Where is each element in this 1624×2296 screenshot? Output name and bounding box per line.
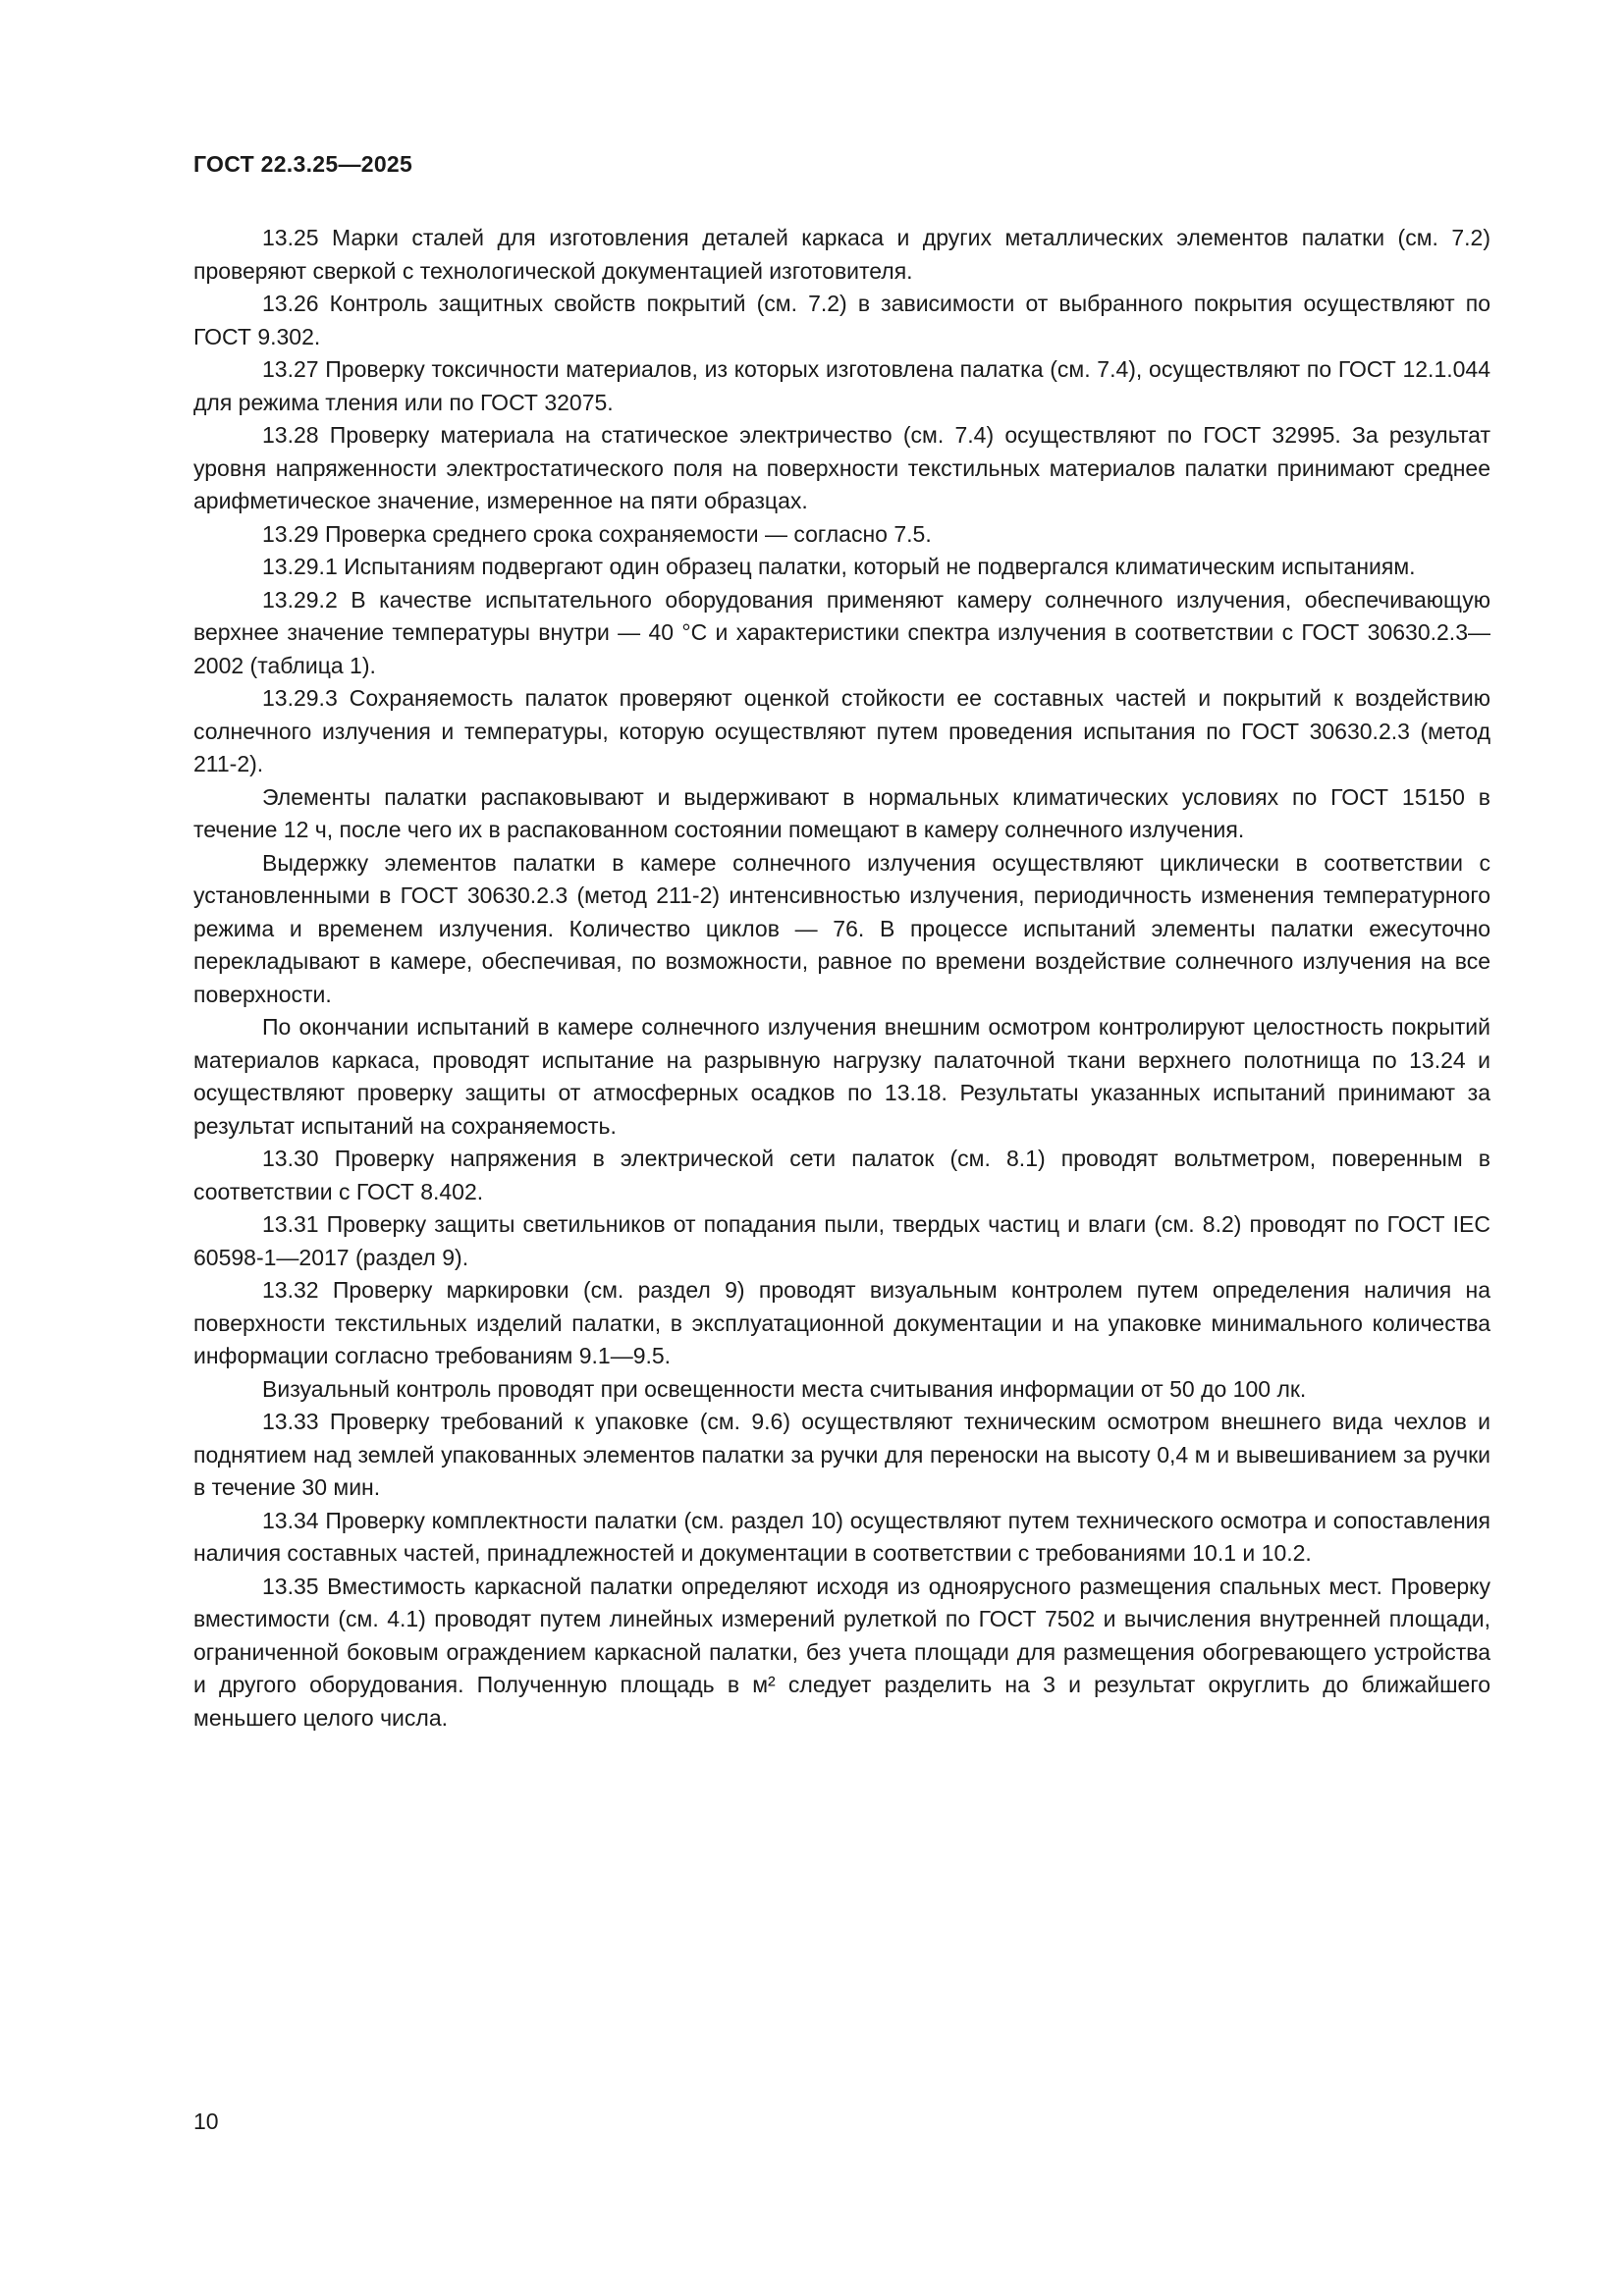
page-number: 10 bbox=[193, 2109, 219, 2134]
paragraph-13-29-2: 13.29.2 В качестве испытательного оборудования применяют камеру солнечного излучения, обеспечивающую верхнее значение температуры внутри — 40 °С и характеристики спектра излучения в соответствии с ГОСТ 30630.2.3—2002 (таблица 1). bbox=[193, 586, 1490, 678]
paragraph-unpacking: Элементы палатки распаковывают и выдерживают в нормальных климатических условиях по ГОСТ 15150 в течение 12 ч, после чего их в распакованном состоянии помещают в камеру солнечного излучения. bbox=[193, 783, 1490, 842]
paragraph-test-completion: По окончании испытаний в камере солнечного излучения внешним осмотром контролируют целостность покрытий материалов каркаса, проводят испытание на разрывную нагрузку палаточной ткани верхнего полотнища по 13.24 и осуществляют проверку защиты от атмосферных осадков по 13.18. Результаты указанных испытаний принимают за результат испытаний на сохраняемость. bbox=[193, 1014, 1490, 1139]
paragraph-13-29-3: 13.29.3 Сохраняемость палаток проверяют оценкой стойкости ее составных частей и покрытий к воздействию солнечного излучения и температуры, которую осуществляют путем проведения испытания по ГОСТ 30630.2.3 (метод 211-2). bbox=[193, 685, 1490, 776]
document-body bbox=[193, 222, 1490, 1735]
paragraph-13-32: 13.32 Проверку маркировки (см. раздел 9) проводят визуальным контролем путем определения наличия на поверхности текстильных изделий палатки, в эксплуатационной документации и на упаковке минимального количества информации согласно требованиям 9.1—9.5. bbox=[193, 1277, 1490, 1368]
document-header: ГОСТ 22.3.25—2025 bbox=[193, 151, 413, 177]
paragraph-13-26: 13.26 Контроль защитных свойств покрытий (см. 7.2) в зависимости от выбранного покрытия осуществляют по ГОСТ 9.302. bbox=[193, 291, 1490, 349]
paragraph-13-29-1: 13.29.1 Испытаниям подвергают один образец палатки, который не подвергался климатическим испытаниям. bbox=[262, 554, 1416, 579]
paragraph-13-33: 13.33 Проверку требований к упаковке (см. 9.6) осуществляют техническим осмотром внешнего вида чехлов и поднятием над землей упакованных элементов палатки за ручки для переноски на высоту 0,4 м и вывешиванием за ручки в течение 30 мин. bbox=[193, 1409, 1490, 1500]
paragraph-13-30: 13.30 Проверку напряжения в электрической сети палаток (см. 8.1) проводят вольтметром, поверенным в соответствии с ГОСТ 8.402. bbox=[193, 1146, 1490, 1204]
paragraph-13-28: 13.28 Проверку материала на статическое электричество (см. 7.4) осуществляют по ГОСТ 32995. За результат уровня напряженности электростатического поля на поверхности текстильных материалов палатки принимают среднее арифметическое значение, измеренное на пяти образцах. bbox=[193, 422, 1490, 513]
paragraph-13-25: 13.25 Марки сталей для изготовления деталей каркаса и других металлических элементов палатки (см. 7.2) проверяют сверкой с технологической документацией изготовителя. bbox=[193, 225, 1490, 284]
paragraph-visual-control: Визуальный контроль проводят при освещенности места считывания информации от 50 до 100 лк. bbox=[262, 1375, 1307, 1402]
paragraph-13-29: 13.29 Проверка среднего срока сохраняемости — согласно 7.5. bbox=[262, 520, 932, 547]
paragraph-13-31: 13.31 Проверку защиты светильников от попадания пыли, твердых частиц и влаги (см. 8.2) проводят по ГОСТ IEC 60598-1—2017 (раздел 9). bbox=[193, 1211, 1490, 1270]
paragraph-13-34: 13.34 Проверку комплектности палатки (см. раздел 10) осуществляют путем технического осмотра и сопоставления наличия составных частей, принадлежностей и документации в соответствии с требованиями 10.1 и 10.2. bbox=[193, 1507, 1490, 1566]
paragraph-exposure-cycles: Выдержку элементов палатки в камере солнечного излучения осуществляют циклически в соответствии с установленными в ГОСТ 30630.2.3 (метод 211-2) интенсивностью излучения, периодичность изменения температурного режима и временем излучения. Количество циклов — 76. В процессе испытаний элементы палатки ежесуточно перекладывают в камере, обеспечивая, по возможности, равное по времени воздействие солнечного излучения на все поверхности. bbox=[193, 849, 1490, 1007]
paragraph-13-27: 13.27 Проверку токсичности материалов, из которых изготовлена палатка (см. 7.4), осуществляют по ГОСТ 12.1.044 для режима тления или по ГОСТ 32075. bbox=[193, 356, 1490, 415]
paragraph-13-35: 13.35 Вместимость каркасной палатки определяют исходя из одноярусного размещения спальных мест. Проверку вместимости (см. 4.1) проводят путем линейных измерений рулеткой по ГОСТ 7502 и вычисления внутренней площади, ограниченной боковым ограждением каркасной палатки, без учета площади для размещения обогревающего устройства и другого оборудования. Полученную площадь в м² следует разделить на 3 и результат округлить до ближайшего меньшего целого числа. bbox=[193, 1573, 1490, 1731]
